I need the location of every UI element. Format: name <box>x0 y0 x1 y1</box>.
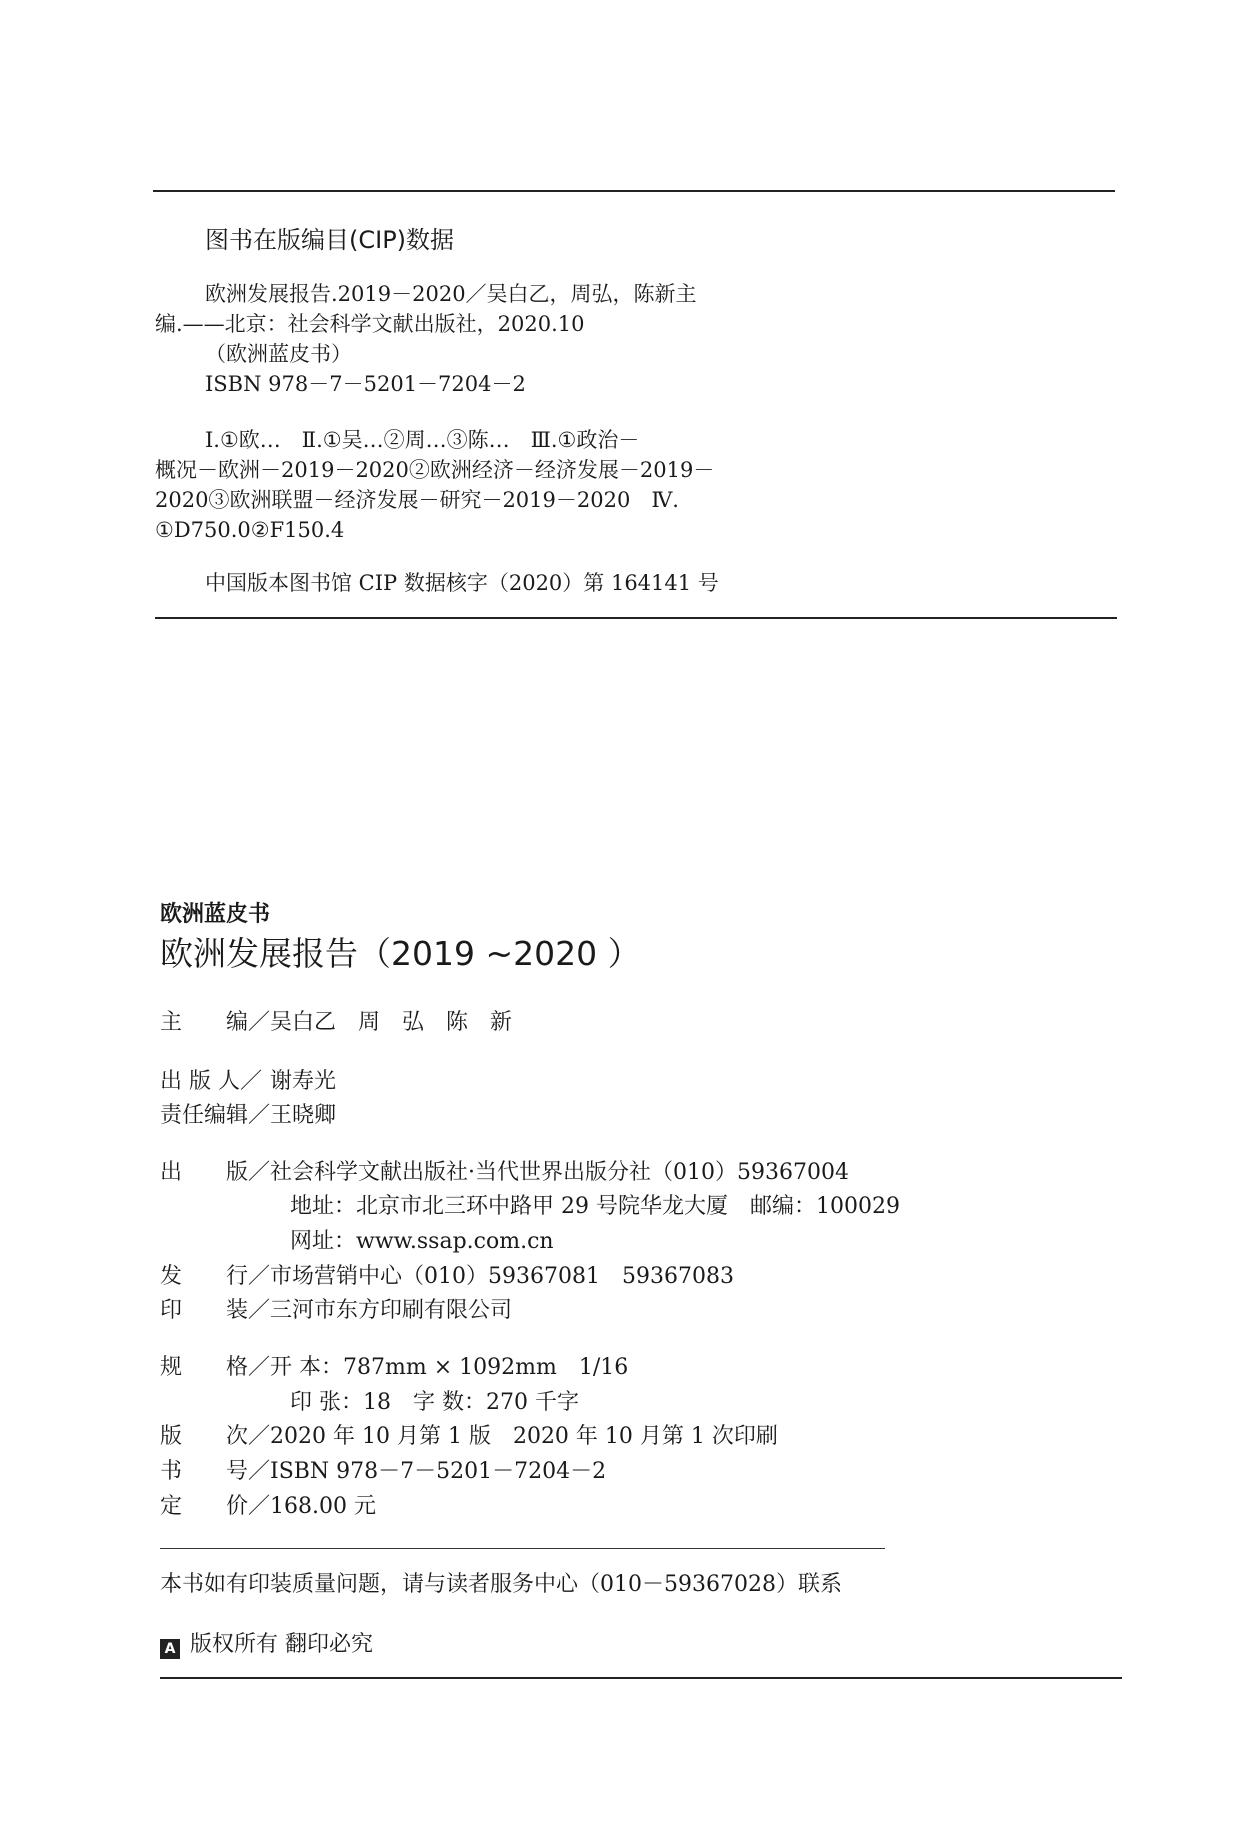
editor-row <box>160 1006 512 1040</box>
edition-label: 版 次／ <box>160 1424 271 1449</box>
print-value: 三河市东方印刷有限公司 <box>270 1298 513 1323</box>
spec-label: 规 格／ <box>160 1355 271 1380</box>
spec-row-2: 印 张：18 字 数：270 千字 <box>290 1390 579 1415</box>
cip-class-3: 2020③欧洲联盟－经济发展－研究－2019－2020 Ⅳ. <box>155 488 679 512</box>
resp-editor-label: 责任编辑／ <box>160 1103 271 1128</box>
editor-value: 吴白乙 周 弘 陈 新 <box>270 1010 513 1035</box>
publish-label: 出 版／ <box>160 1160 271 1185</box>
distribute-label: 发 行／ <box>160 1264 271 1289</box>
editor-label: 主 编／ <box>160 1010 271 1035</box>
isbn-row <box>160 1455 606 1489</box>
cip-line-1: 欧洲发展报告.2019－2020／吴白乙，周弘，陈新主 <box>205 282 697 306</box>
notice-divider <box>160 1548 885 1549</box>
cip-approval: 中国版本图书馆 CIP 数据核字（2020）第 164141 号 <box>205 571 719 595</box>
cip-class-1: Ⅰ.①欧… Ⅱ.①吴…②周…③陈… Ⅲ.①政治－ <box>205 428 640 452</box>
cip-bottom-rule <box>155 617 1117 619</box>
cip-line-2: 编.——北京：社会科学文献出版社，2020.10 <box>155 312 585 336</box>
copyright-row <box>160 1628 373 1662</box>
edition-value: 2020 年 10 月第 1 版 2020 年 10 月第 1 次印刷 <box>270 1424 778 1449</box>
print-row <box>160 1294 512 1328</box>
series-name: 欧洲蓝皮书 <box>160 902 271 927</box>
publisher-person-row <box>160 1065 336 1099</box>
distribute-value: 市场营销中心（010）59367081 59367083 <box>270 1264 734 1289</box>
book-title: 欧洲发展报告（2019 ~2020 ） <box>160 934 641 973</box>
price-row <box>160 1490 376 1524</box>
distribute-row <box>160 1260 734 1294</box>
publisher-person-label: 出 版 人／ <box>160 1069 262 1094</box>
cip-isbn: ISBN 978－7－5201－7204－2 <box>205 372 526 396</box>
cip-class-4: ①D750.0②F150.4 <box>155 518 345 542</box>
resp-editor-row <box>160 1099 336 1133</box>
resp-editor-value: 王晓卿 <box>270 1103 337 1128</box>
spec-row <box>160 1351 628 1385</box>
quality-notice: 本书如有印装质量问题，请与读者服务中心（010－59367028）联系 <box>160 1572 842 1597</box>
cip-line-3: （欧洲蓝皮书） <box>205 342 352 366</box>
publisher-website: 网址：www.ssap.com.cn <box>290 1229 554 1254</box>
publisher-address: 地址：北京市北三环中路甲 29 号院华龙大厦 邮编：100029 <box>290 1194 900 1219</box>
copyright-text: 版权所有 翻印必究 <box>190 1632 373 1657</box>
top-rule <box>153 190 1115 192</box>
publisher-logo-icon: A <box>160 1639 180 1659</box>
spec-value: 开 本：787mm × 1092mm 1/16 <box>270 1355 629 1380</box>
bottom-rule <box>160 1677 1122 1679</box>
cip-class-2: 概况－欧洲－2019－2020②欧洲经济－经济发展－2019－ <box>155 458 715 482</box>
publisher-person-value: 谢寿光 <box>270 1069 337 1094</box>
publish-value: 社会科学文献出版社·当代世界出版分社（010）59367004 <box>270 1160 849 1185</box>
print-label: 印 装／ <box>160 1298 271 1323</box>
publish-row <box>160 1156 849 1190</box>
isbn-label: 书 号／ <box>160 1459 271 1484</box>
isbn-value: ISBN 978－7－5201－7204－2 <box>270 1459 607 1484</box>
price-label: 定 价／ <box>160 1494 271 1519</box>
edition-row <box>160 1420 778 1454</box>
cip-title: 图书在版编目(CIP)数据 <box>205 226 455 254</box>
price-value: 168.00 元 <box>270 1494 376 1519</box>
